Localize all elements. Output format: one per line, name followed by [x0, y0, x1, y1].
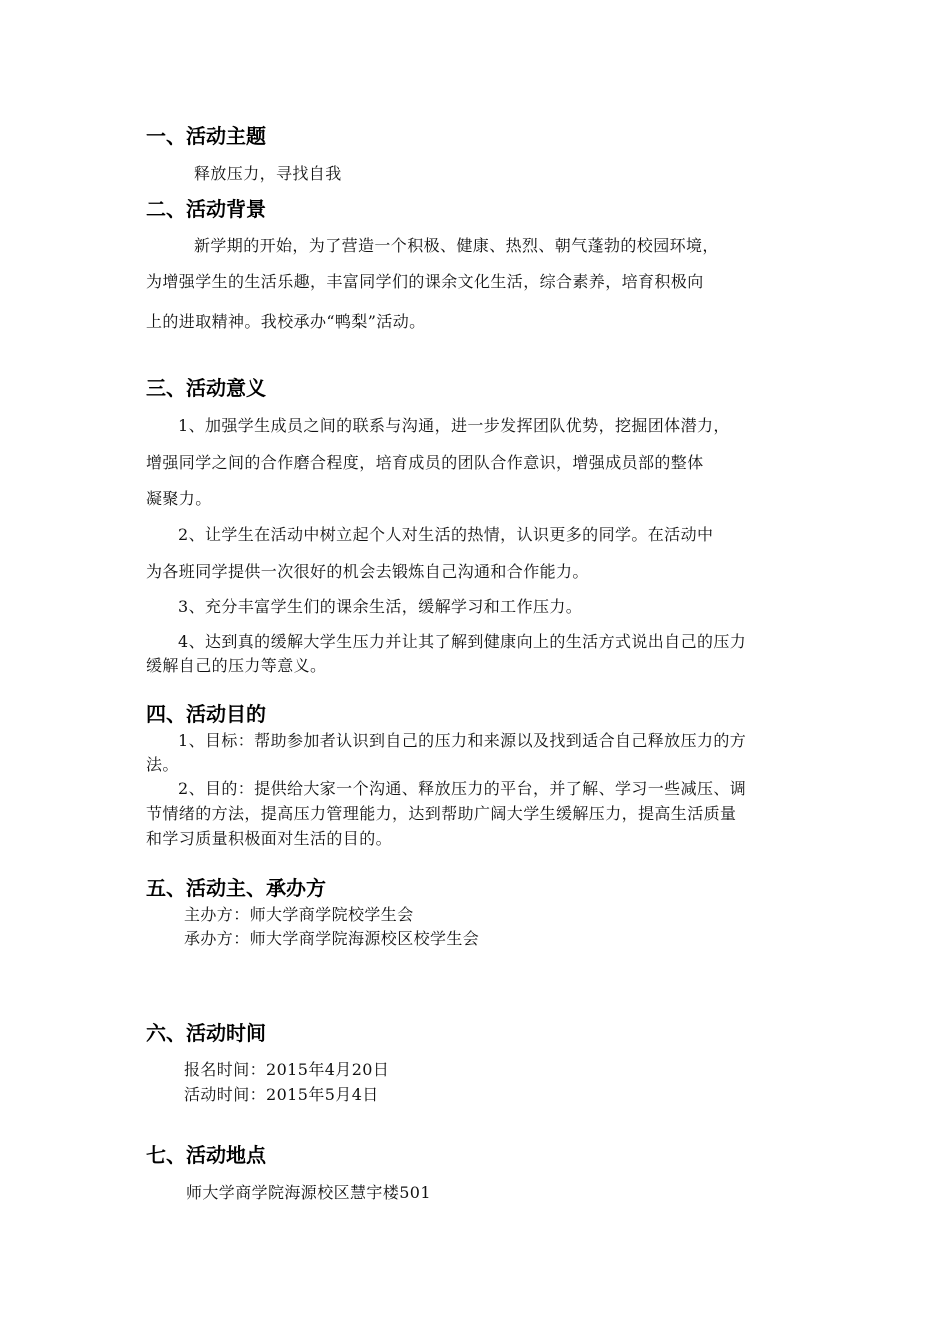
- paragraph-line: 2、目的：提供给大家一个沟通、释放压力的平台，并了解、学习一些减压、调: [178, 779, 747, 798]
- paragraph-line: 为各班同学提供一次很好的机会去锻炼自己沟通和合作能力。: [146, 562, 589, 581]
- host-organizer: 主办方：师大学商学院校学生会: [184, 905, 414, 924]
- section-title-background: 二、活动背景: [146, 197, 266, 221]
- section-title-theme: 一、活动主题: [146, 124, 266, 148]
- paragraph-line: 增强同学之间的合作磨合程度，培育成员的团队合作意识，增强成员部的整体: [146, 453, 704, 472]
- event-location: 师大学商学院海源校区慧宇楼501: [186, 1183, 431, 1202]
- paragraph-line: 1、目标：帮助参加者认识到自己的压力和来源以及找到适合自己释放压力的方: [178, 731, 747, 750]
- paragraph-line: 1、加强学生成员之间的联系与沟通，进一步发挥团队优势，挖掘团体潜力，: [178, 416, 730, 435]
- section-title-organizers: 五、活动主、承办方: [146, 876, 326, 900]
- section-title-time: 六、活动时间: [146, 1021, 266, 1045]
- registration-time: 报名时间：2015年4月20日: [184, 1060, 390, 1079]
- paragraph-line: 4、达到真的缓解大学生压力并让其了解到健康向上的生活方式说出自己的压力: [178, 632, 747, 651]
- paragraph-line: 2、让学生在活动中树立起个人对生活的热情，认识更多的同学。在活动中: [178, 525, 714, 544]
- section-title-location: 七、活动地点: [146, 1143, 266, 1167]
- section-title-purpose: 四、活动目的: [146, 702, 266, 726]
- paragraph-line: 节情绪的方法，提高压力管理能力，达到帮助广阔大学生缓解压力，提高生活质量: [146, 804, 737, 823]
- paragraph-line: 3、充分丰富学生们的课余生活，缓解学习和工作压力。: [178, 597, 583, 616]
- section-title-significance: 三、活动意义: [146, 376, 266, 400]
- paragraph-line: 凝聚力。: [146, 489, 212, 508]
- paragraph-line: 缓解自己的压力等意义。: [146, 656, 327, 675]
- paragraph-line: 新学期的开始，为了营造一个积极、健康、热烈、朝气蓬勃的校园环境，: [194, 236, 719, 255]
- paragraph-line: 上的进取精神。我校承办“鸭梨”活动。: [146, 312, 426, 331]
- event-time: 活动时间：2015年5月4日: [184, 1085, 379, 1104]
- co-organizer: 承办方：师大学商学院海源校区校学生会: [184, 929, 480, 948]
- paragraph-line: 法。: [146, 755, 179, 774]
- paragraph-line: 和学习质量积极面对生活的目的。: [146, 829, 393, 848]
- theme-text: 释放压力，寻找自我: [194, 164, 342, 183]
- paragraph-line: 为增强学生的生活乐趣，丰富同学们的课余文化生活，综合素养，培育积极向: [146, 272, 704, 291]
